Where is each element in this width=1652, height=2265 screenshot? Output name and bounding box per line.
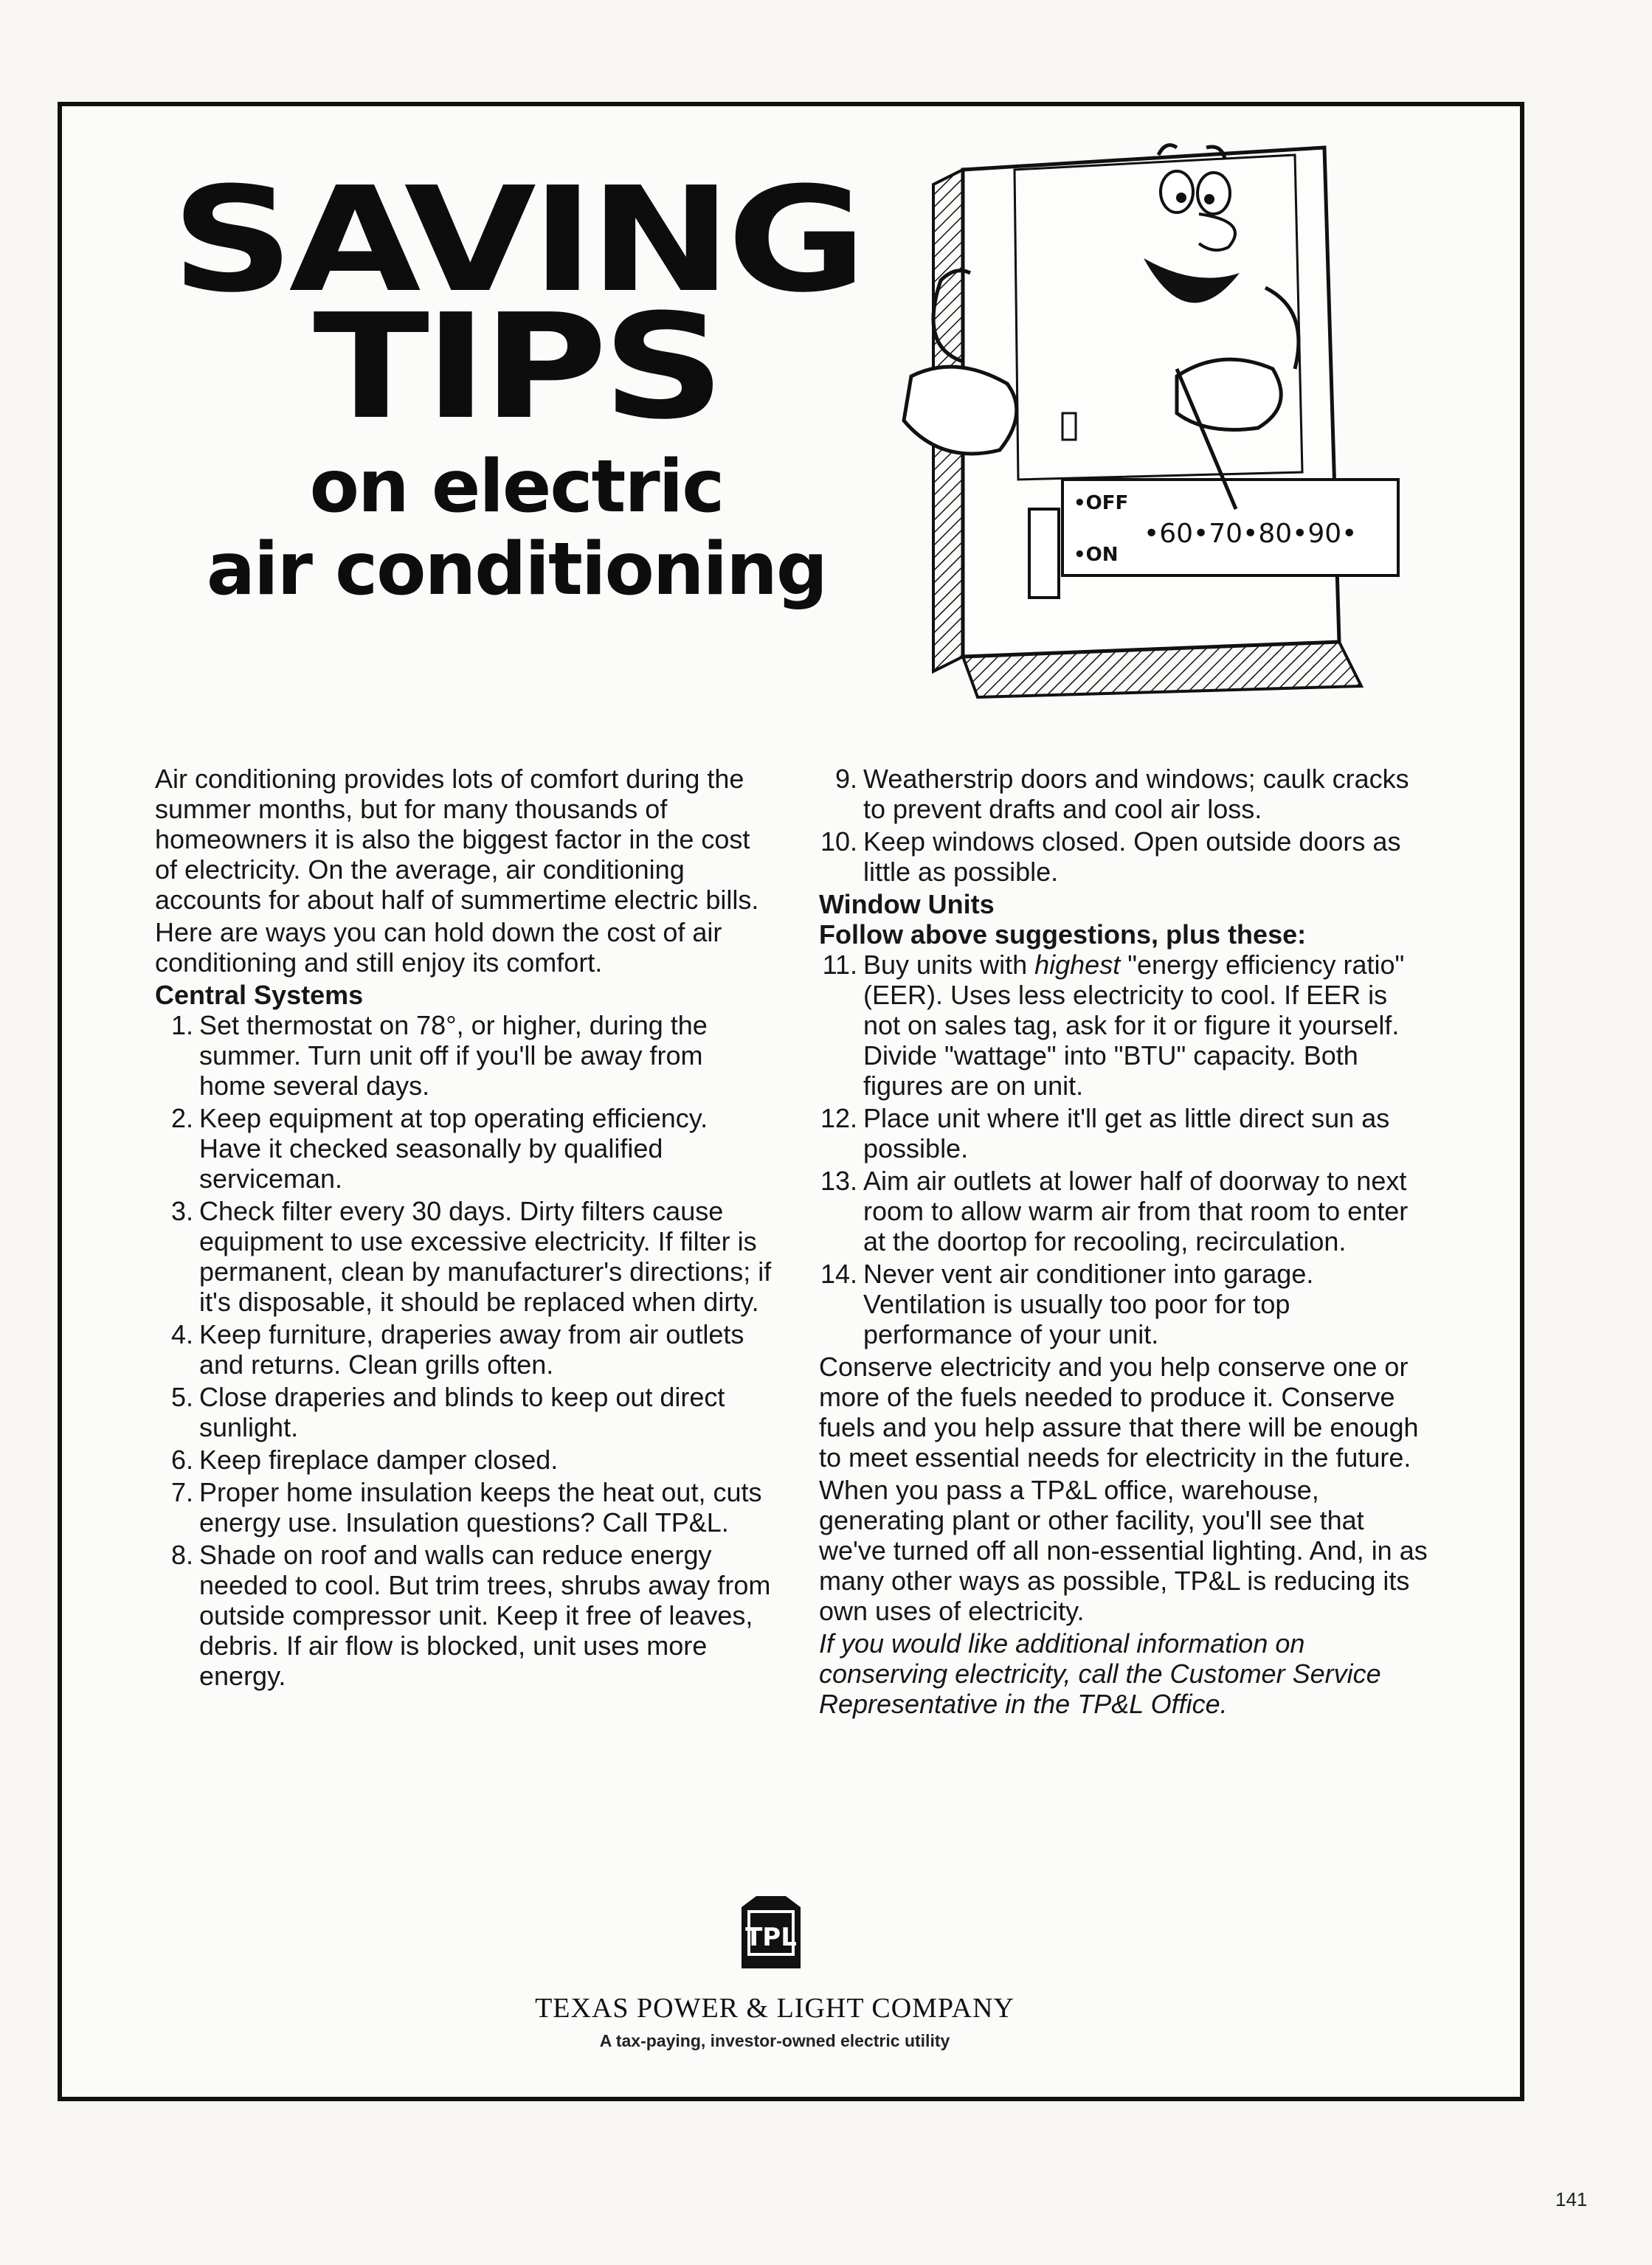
tip-text: Set thermostat on 78°, or higher, during the summer. Turn unit off if you'll be away from home several days.	[199, 1010, 708, 1101]
tip-text: Aim air outlets at lower half of doorway to next room to allow warm air from that room to enter at the doortop for recooling, recirculation.	[863, 1166, 1409, 1256]
headline	[111, 156, 922, 612]
logo-letters: TPL	[745, 1923, 797, 1952]
tip-12	[819, 1103, 1431, 1163]
tip-text: Keep equipment at top operating efficiency. Have it checked seasonally by qualified serviceman.	[199, 1103, 708, 1194]
right-column	[819, 764, 1431, 1721]
tip-number: 9.	[834, 764, 857, 794]
central-systems-heading: Central Systems	[155, 980, 364, 1010]
tip-text: Shade on roof and walls can reduce energy needed to cool. But trim trees, shrubs away from outside compressor unit. Keep it free of leaves, debris. If air flow is blocked, unit uses more energy.	[199, 1540, 771, 1691]
tip-number: 14.	[820, 1259, 857, 1289]
tpl-logo	[734, 1892, 808, 1974]
closing-paragraph-2: When you pass a TP&L office, warehouse, generating plant or other facility, you'll see that we've turned off all non-essential lighting. And, in as many other ways as possible, TP&L is reducing its own uses of electricity.	[819, 1475, 1428, 1626]
left-column	[155, 764, 775, 1693]
tip-text-post: "energy efficiency ratio" (EER). Uses less electricity to cool. If EER is not on sales tag, ask for it or figure it yourself. Divide "wattage" into "BTU" capacity. Both figures are on unit.	[863, 950, 1405, 1101]
tip-number: 1.	[170, 1010, 193, 1040]
tip-2	[155, 1103, 775, 1194]
tip-6	[155, 1445, 775, 1475]
tip-text: Place unit where it'll get as little direct sun as possible.	[863, 1103, 1390, 1163]
window-units-heading: Window Units	[819, 889, 995, 919]
tip-14	[819, 1259, 1431, 1349]
tip-number: 8.	[170, 1540, 193, 1570]
tip-13	[819, 1166, 1431, 1256]
tip-number: 12.	[820, 1103, 857, 1133]
tip-8	[155, 1540, 775, 1691]
page-number: 141	[1555, 2188, 1588, 2210]
tip-number: 3.	[170, 1196, 193, 1226]
tip-11	[819, 950, 1431, 1101]
intro-paragraph-2: Here are ways you can hold down the cost of air conditioning and still enjoy its comfort.	[155, 917, 722, 978]
air-conditioner-cartoon-illustration	[852, 125, 1435, 708]
tip-9	[819, 764, 1431, 824]
tip-number: 13.	[820, 1166, 857, 1196]
tip-7	[155, 1477, 775, 1538]
tip-3	[155, 1196, 775, 1317]
tip-text: Keep furniture, draperies away from air outlets and returns. Clean grills often.	[199, 1319, 744, 1380]
tip-text: Close draperies and blinds to keep out direct sunlight.	[199, 1382, 725, 1442]
tip-text: Keep windows closed. Open outside doors as little as possible.	[863, 826, 1401, 887]
headline-air-conditioning: air conditioning	[206, 528, 827, 612]
tip-text: Keep fireplace damper closed.	[199, 1445, 559, 1475]
tip-number: 7.	[170, 1477, 193, 1507]
window-units-subheading: Follow above suggestions, plus these:	[819, 919, 1307, 950]
tip-text: Never vent air conditioner into garage. Ventilation is usually too poor for top performance of your unit.	[863, 1259, 1314, 1349]
tip-4	[155, 1319, 775, 1380]
tip-text-emphasis: highest	[1034, 950, 1121, 980]
tip-number: 6.	[170, 1445, 193, 1475]
intro-paragraph-1: Air conditioning provides lots of comfort during the summer months, but for many thousands of homeowners it is also the biggest factor in the cost of electricity. On the average, air conditioning accounts for about half of summertime electric bills.	[155, 764, 759, 915]
headline-on-electric: on electric	[309, 445, 724, 529]
headline-tips: TIPS	[313, 283, 720, 452]
tip-number: 10.	[820, 826, 857, 857]
headline-saving: SAVING	[171, 156, 862, 325]
tip-1	[155, 1010, 775, 1101]
company-name: TEXAS POWER & LIGHT COMPANY	[535, 1993, 1015, 2024]
tip-text-pre: Buy units with	[863, 950, 1035, 980]
tip-text: Proper home insulation keeps the heat out, cuts energy use. Insulation questions? Call TP&L.	[199, 1477, 762, 1538]
dial-scale-label: •60•70•80•90•	[1144, 519, 1358, 549]
tip-number: 2.	[170, 1103, 193, 1133]
tip-5	[155, 1382, 775, 1442]
tip-10	[819, 826, 1431, 887]
closing-paragraph-1: Conserve electricity and you help conserve one or more of the fuels needed to produce it. Conserve fuels and you help assure that there will be enough to meet essential needs for electricity in the future.	[819, 1352, 1419, 1473]
contact-note: If you would like additional information on conserving electricity, call the Customer Service Representative in the TP&L Office.	[819, 1628, 1381, 1719]
company-tagline: A tax-paying, investor-owned electric utility	[599, 2031, 950, 2050]
tip-number: 5.	[170, 1382, 193, 1412]
tip-text: Weatherstrip doors and windows; caulk cracks to prevent drafts and cool air loss.	[863, 764, 1409, 824]
tip-number: 11.	[822, 950, 857, 980]
tip-number: 4.	[170, 1319, 193, 1349]
dial-on-label: •ON	[1074, 544, 1119, 566]
tip-text: Check filter every 30 days. Dirty filters cause equipment to use excessive electricity. If filter is permanent, clean by manufacturer's directions; if it's disposable, it should be replaced when dirty.	[199, 1196, 772, 1317]
dial-off-label: •OFF	[1074, 492, 1129, 514]
